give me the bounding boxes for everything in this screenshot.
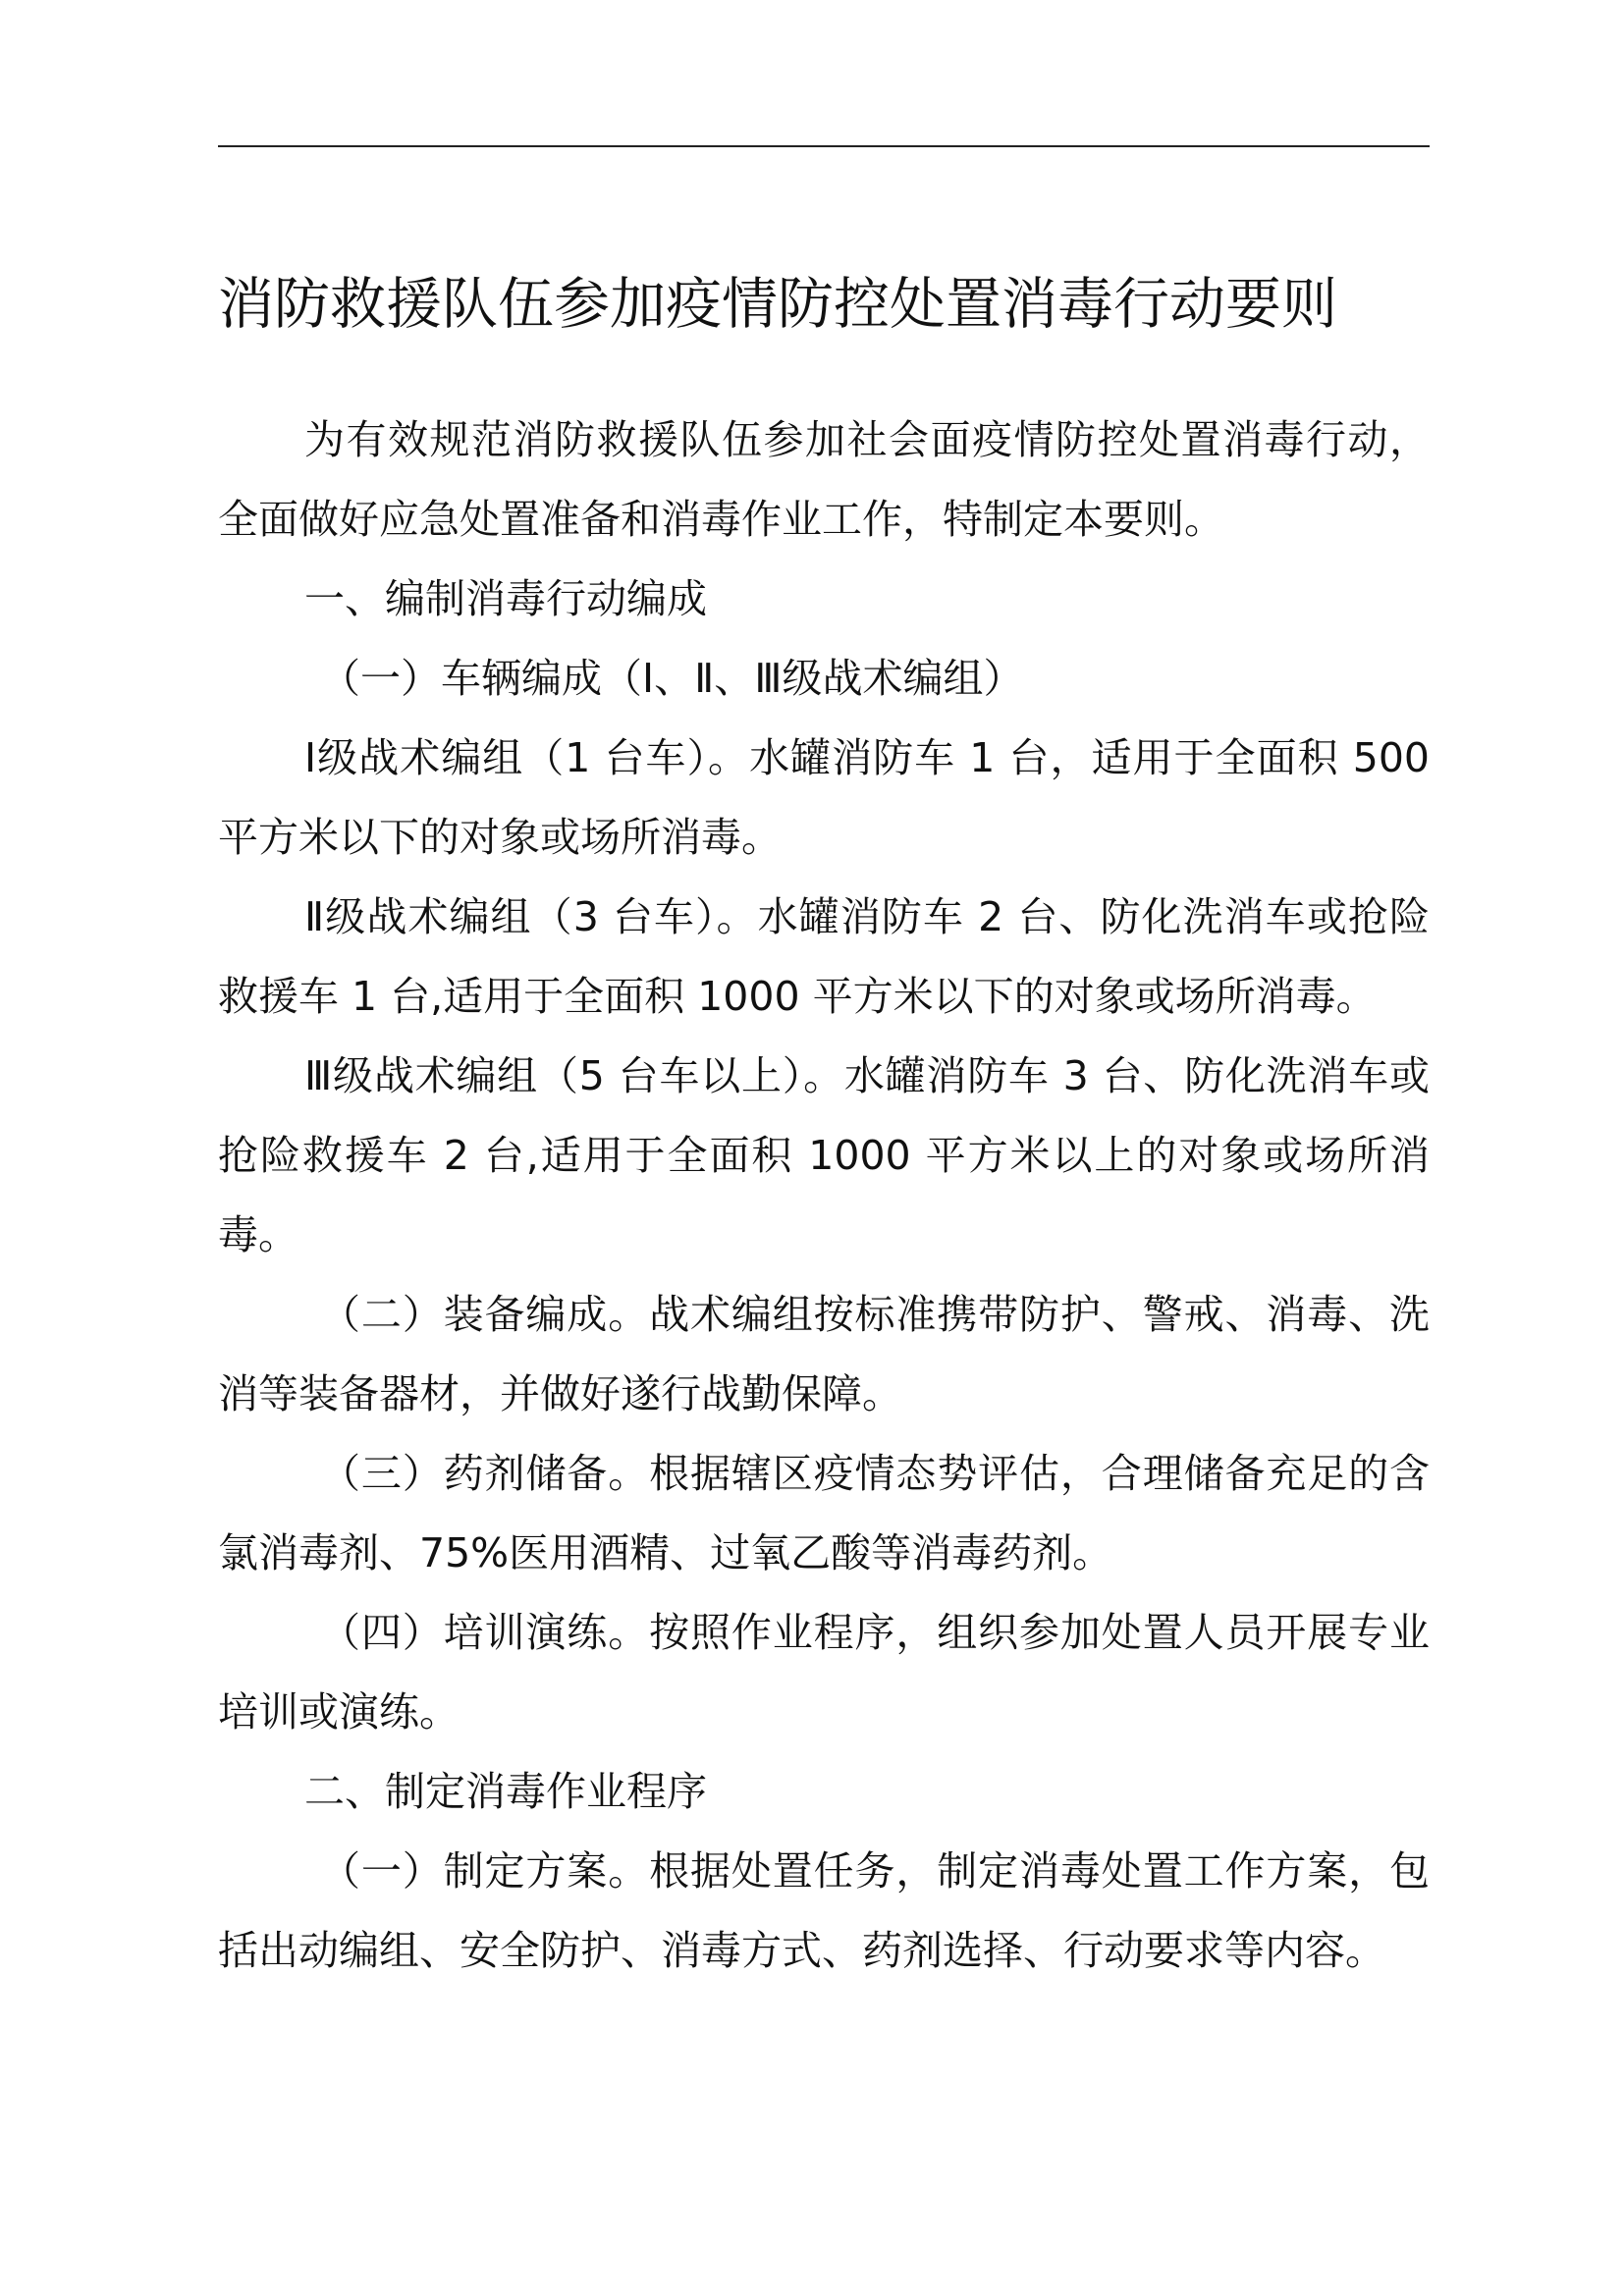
paragraph-equipment: （二）装备编成。战术编组按标准携带防护、警戒、消毒、洗消等装备器材，并做好遂行战勤保障。 — [218, 1291, 1430, 1417]
document-title: 消防救援队伍参加疫情防控处置消毒行动要则 — [218, 272, 1337, 337]
paragraph-training: （四）培训演练。按照作业程序，组织参加处置人员开展专业培训或演练。 — [218, 1609, 1430, 1735]
paragraph-chemical-reserve: （三）药剂储备。根据辖区疫情态势评估，合理储备充足的含氯消毒剂、75%医用酒精、过氧乙酸等消毒药剂。 — [218, 1450, 1430, 1576]
document-body — [218, 400, 1430, 1991]
paragraph-plan: （一）制定方案。根据处置任务，制定消毒处置工作方案，包括出动编组、安全防护、消毒方式、药剂选择、行动要求等内容。 — [218, 1847, 1430, 1974]
header-rule — [218, 145, 1430, 147]
section-heading-1: 一、编制消毒行动编成 — [304, 575, 707, 622]
section-heading-2: 二、制定消毒作业程序 — [304, 1768, 707, 1815]
paragraph-level-1-group: Ⅰ级战术编组（1 台车）。水罐消防车 1 台，适用于全面积 500 平方米以下的对象或场所消毒。 — [218, 734, 1430, 861]
paragraph-level-3-group: Ⅲ级战术编组（5 台车以上）。水罐消防车 3 台、防化洗消车或抢险救援车 2 台,适用于全面积 1000 平方米以上的对象或场所消毒。 — [218, 1052, 1430, 1258]
paragraph-level-2-group: Ⅱ级战术编组（3 台车）。水罐消防车 2 台、防化洗消车或抢险救援车 1 台,适用于全面积 1000 平方米以下的对象或场所消毒。 — [218, 893, 1430, 1020]
subsection-heading-vehicles: （一）车辆编成（Ⅰ、Ⅱ、Ⅲ级战术编组） — [320, 655, 1024, 702]
intro-paragraph: 为有效规范消防救援队伍参加社会面疫情防控处置消毒行动，全面做好应急处置准备和消毒作业工作，特制定本要则。 — [218, 416, 1430, 543]
